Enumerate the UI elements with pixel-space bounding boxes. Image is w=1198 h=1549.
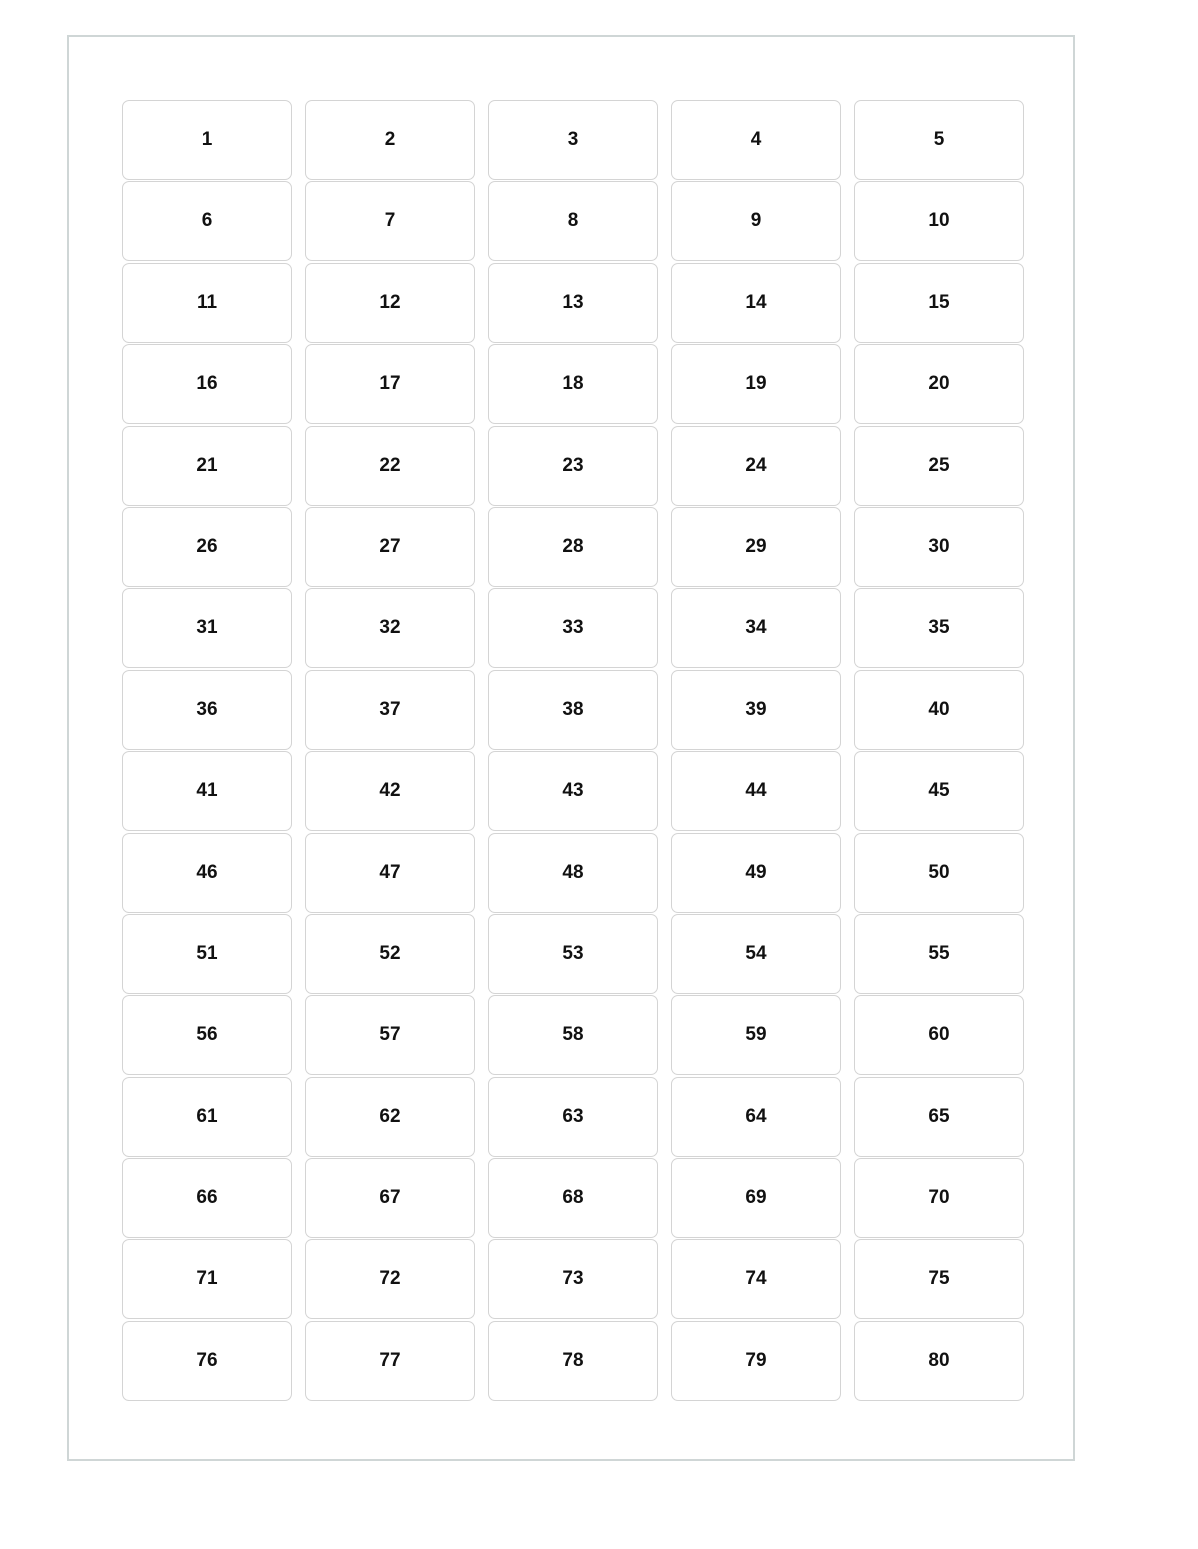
label-cell[interactable]: 27 — [305, 507, 475, 587]
label-cell[interactable]: 22 — [305, 426, 475, 506]
label-cell[interactable]: 13 — [488, 263, 658, 343]
label-cell[interactable]: 2 — [305, 100, 475, 180]
label-cell[interactable]: 74 — [671, 1239, 841, 1319]
label-cell[interactable]: 56 — [122, 995, 292, 1075]
label-cell[interactable]: 37 — [305, 670, 475, 750]
label-cell[interactable]: 78 — [488, 1321, 658, 1401]
label-cell[interactable]: 17 — [305, 344, 475, 424]
label-cell[interactable]: 52 — [305, 914, 475, 994]
label-cell[interactable]: 35 — [854, 588, 1024, 668]
label-cell[interactable]: 31 — [122, 588, 292, 668]
label-cell[interactable]: 61 — [122, 1077, 292, 1157]
label-cell[interactable]: 25 — [854, 426, 1024, 506]
label-cell[interactable]: 38 — [488, 670, 658, 750]
label-cell[interactable]: 58 — [488, 995, 658, 1075]
label-cell[interactable]: 64 — [671, 1077, 841, 1157]
label-cell[interactable]: 19 — [671, 344, 841, 424]
label-cell[interactable]: 55 — [854, 914, 1024, 994]
label-cell[interactable]: 51 — [122, 914, 292, 994]
label-cell[interactable]: 53 — [488, 914, 658, 994]
label-cell[interactable]: 71 — [122, 1239, 292, 1319]
label-cell[interactable]: 10 — [854, 181, 1024, 261]
label-cell[interactable]: 6 — [122, 181, 292, 261]
label-cell[interactable]: 69 — [671, 1158, 841, 1238]
label-cell[interactable]: 79 — [671, 1321, 841, 1401]
label-cell[interactable]: 30 — [854, 507, 1024, 587]
label-cell[interactable]: 43 — [488, 751, 658, 831]
label-cell[interactable]: 3 — [488, 100, 658, 180]
label-cell[interactable]: 49 — [671, 833, 841, 913]
label-cell[interactable]: 62 — [305, 1077, 475, 1157]
label-cell[interactable]: 39 — [671, 670, 841, 750]
label-cell[interactable]: 59 — [671, 995, 841, 1075]
label-cell[interactable]: 33 — [488, 588, 658, 668]
label-cell[interactable]: 7 — [305, 181, 475, 261]
label-cell[interactable]: 14 — [671, 263, 841, 343]
label-cell[interactable]: 73 — [488, 1239, 658, 1319]
label-cell[interactable]: 41 — [122, 751, 292, 831]
label-cell[interactable]: 5 — [854, 100, 1024, 180]
label-cell[interactable]: 77 — [305, 1321, 475, 1401]
label-cell[interactable]: 46 — [122, 833, 292, 913]
label-cell[interactable]: 32 — [305, 588, 475, 668]
label-cell[interactable]: 1 — [122, 100, 292, 180]
label-cell[interactable]: 36 — [122, 670, 292, 750]
label-cell[interactable]: 70 — [854, 1158, 1024, 1238]
label-cell[interactable]: 24 — [671, 426, 841, 506]
label-cell[interactable]: 76 — [122, 1321, 292, 1401]
label-cell[interactable]: 80 — [854, 1321, 1024, 1401]
label-cell[interactable]: 50 — [854, 833, 1024, 913]
label-cell[interactable]: 72 — [305, 1239, 475, 1319]
label-cell[interactable]: 75 — [854, 1239, 1024, 1319]
label-cell[interactable]: 65 — [854, 1077, 1024, 1157]
label-cell[interactable]: 12 — [305, 263, 475, 343]
label-cell[interactable]: 60 — [854, 995, 1024, 1075]
label-cell[interactable]: 23 — [488, 426, 658, 506]
label-cell[interactable]: 15 — [854, 263, 1024, 343]
label-cell[interactable]: 47 — [305, 833, 475, 913]
label-grid — [122, 100, 1024, 1401]
label-cell[interactable]: 16 — [122, 344, 292, 424]
label-cell[interactable]: 67 — [305, 1158, 475, 1238]
label-cell[interactable]: 26 — [122, 507, 292, 587]
label-cell[interactable]: 63 — [488, 1077, 658, 1157]
label-cell[interactable]: 54 — [671, 914, 841, 994]
label-cell[interactable]: 44 — [671, 751, 841, 831]
label-cell[interactable]: 29 — [671, 507, 841, 587]
label-cell[interactable]: 40 — [854, 670, 1024, 750]
label-cell[interactable]: 57 — [305, 995, 475, 1075]
label-cell[interactable]: 18 — [488, 344, 658, 424]
label-cell[interactable]: 34 — [671, 588, 841, 668]
label-cell[interactable]: 21 — [122, 426, 292, 506]
label-cell[interactable]: 11 — [122, 263, 292, 343]
label-cell[interactable]: 28 — [488, 507, 658, 587]
label-cell[interactable]: 66 — [122, 1158, 292, 1238]
label-sheet — [67, 35, 1075, 1461]
label-cell[interactable]: 20 — [854, 344, 1024, 424]
label-cell[interactable]: 8 — [488, 181, 658, 261]
label-cell[interactable]: 45 — [854, 751, 1024, 831]
label-cell[interactable]: 68 — [488, 1158, 658, 1238]
label-cell[interactable]: 9 — [671, 181, 841, 261]
label-cell[interactable]: 48 — [488, 833, 658, 913]
label-cell[interactable]: 42 — [305, 751, 475, 831]
label-cell[interactable]: 4 — [671, 100, 841, 180]
